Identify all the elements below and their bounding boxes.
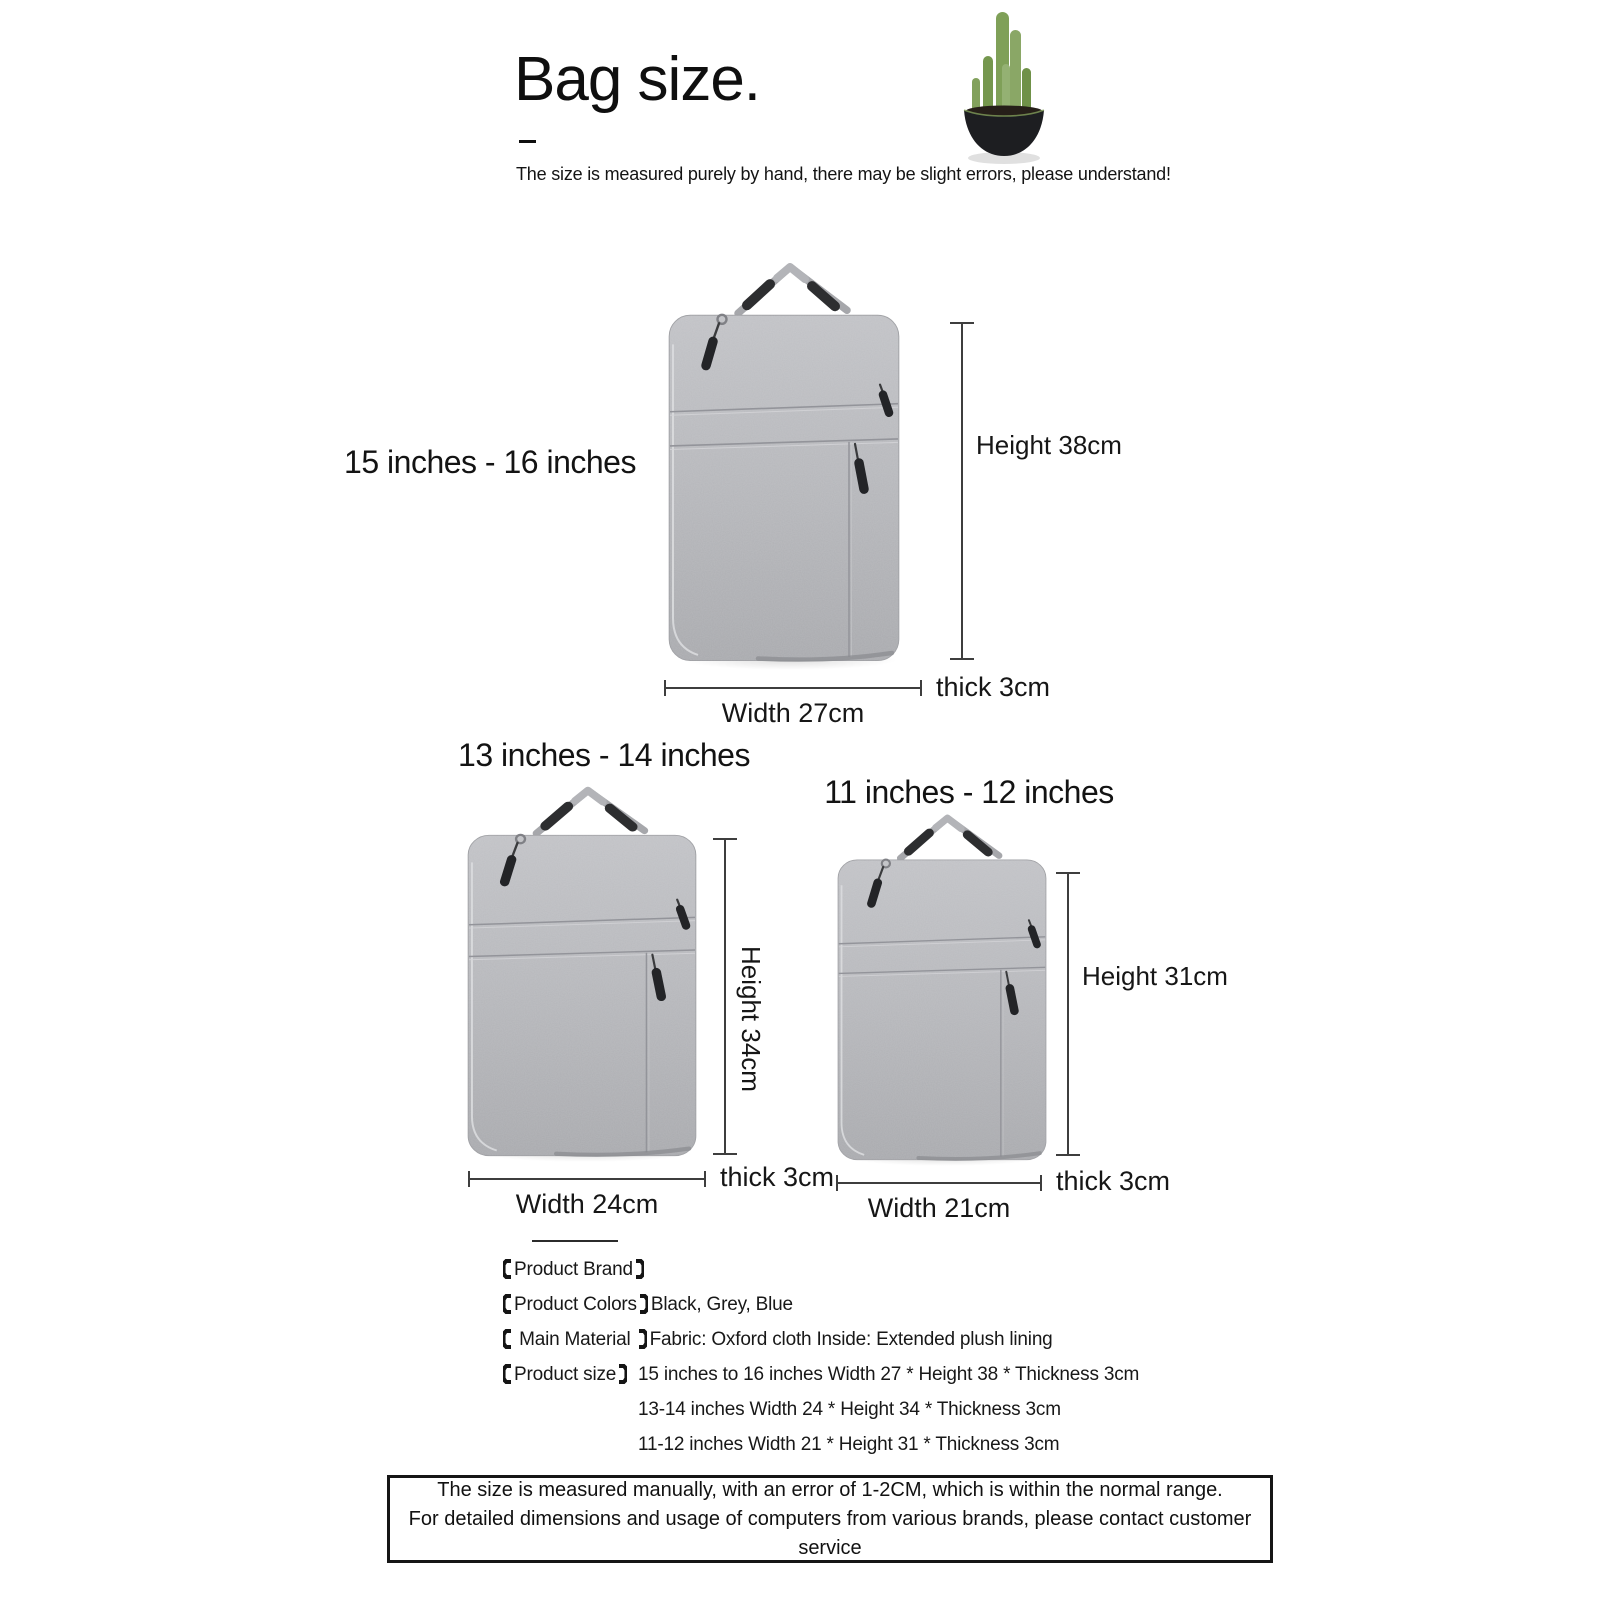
bag-size-label-13-14: 13 inches - 14 inches xyxy=(458,737,750,773)
spec-value: Fabric: Oxford cloth Inside: Extended plush lining xyxy=(649,1329,1053,1350)
width-label-15-16: Width 27cm xyxy=(721,698,865,728)
lenticular-bracket-icon xyxy=(503,1294,511,1314)
lenticular-bracket-icon xyxy=(639,1329,647,1349)
footer-note-line2: For detailed dimensions and usage of computers from various brands, please contact customer service xyxy=(408,1507,1252,1559)
lenticular-bracket-icon xyxy=(503,1329,511,1349)
lenticular-bracket-icon xyxy=(619,1364,627,1384)
spec-label: Product size xyxy=(500,1364,638,1386)
lenticular-bracket-icon xyxy=(640,1294,648,1314)
width-measure-line-13-14 xyxy=(468,1171,706,1187)
spec-row-material xyxy=(500,1329,1053,1351)
page-title: Bag size. xyxy=(514,45,761,114)
product-specs-section xyxy=(500,1259,1260,1479)
lenticular-bracket-icon xyxy=(636,1259,644,1279)
height-measure-line-15-16 xyxy=(950,322,974,660)
width-label-13-14: Width 24cm xyxy=(515,1189,659,1219)
width-label-11-12: Width 21cm xyxy=(867,1193,1011,1223)
lenticular-bracket-icon xyxy=(503,1259,511,1279)
spec-row-brand xyxy=(500,1259,647,1281)
footer-note-line1: The size is measured manually, with an error of 1-2CM, which is within the normal range. xyxy=(437,1478,1223,1501)
spec-row-colors xyxy=(500,1294,793,1316)
laptop-sleeve-photo-13-14 xyxy=(467,784,697,1157)
spec-value: 13-14 inches Width 24 * Height 34 * Thickness 3cm xyxy=(638,1399,1061,1420)
spec-label: Main Material xyxy=(500,1329,650,1351)
spec-label: Product Colors xyxy=(500,1294,651,1316)
width-measure-line-11-12 xyxy=(836,1175,1042,1191)
bag-size-label-15-16: 15 inches - 16 inches xyxy=(344,444,636,480)
laptop-sleeve-photo-11-12 xyxy=(837,812,1047,1161)
spec-row-size-2 xyxy=(500,1399,1061,1421)
spec-row-size-1 xyxy=(500,1364,1139,1386)
height-measure-line-13-14 xyxy=(713,838,737,1155)
width-measure-line-15-16 xyxy=(664,680,922,696)
section-divider-line xyxy=(532,1240,618,1242)
thickness-label-11-12: thick 3cm xyxy=(1056,1166,1171,1196)
spec-value: 15 inches to 16 inches Width 27 * Height 38 * Thickness 3cm xyxy=(638,1364,1140,1385)
title-underline-dash xyxy=(519,140,536,143)
spec-value: 11-12 inches Width 21 * Height 31 * Thickness 3cm xyxy=(638,1434,1060,1455)
spec-value: Black, Grey, Blue xyxy=(650,1294,793,1315)
height-label-11-12: Height 31cm xyxy=(1082,961,1228,991)
thickness-label-15-16: thick 3cm xyxy=(936,672,1051,702)
spec-label: Product Brand xyxy=(500,1259,647,1281)
footer-note-box xyxy=(387,1475,1273,1563)
laptop-sleeve-photo-15-16 xyxy=(668,260,900,662)
height-label-13-14: Height 34cm xyxy=(736,946,766,1092)
thickness-label-13-14: thick 3cm xyxy=(720,1162,835,1192)
height-measure-line-11-12 xyxy=(1056,872,1080,1156)
height-label-15-16: Height 38cm xyxy=(976,430,1122,460)
spec-row-size-3 xyxy=(500,1434,1059,1456)
potted-cactus-icon xyxy=(952,6,1056,168)
bag-size-label-11-12: 11 inches - 12 inches xyxy=(824,774,1114,810)
lenticular-bracket-icon xyxy=(503,1364,511,1384)
page-subtitle: The size is measured purely by hand, there may be slight errors, please understand! xyxy=(516,164,1171,184)
